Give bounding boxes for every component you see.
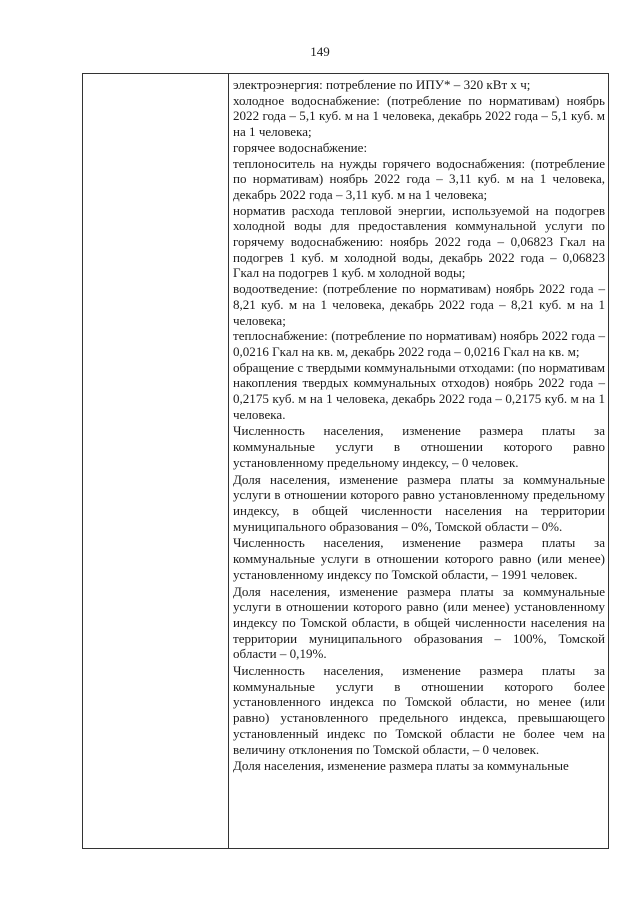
paragraph-solid-waste: обращение с твердыми коммунальными отходами: (по нормативам накопления твердых коммунальных отходов) ноябрь 2022 года – 0,2175 куб. м на 1 человека, декабрь 2022 года – 0,2175 куб. м на 1 человека. <box>233 359 605 422</box>
table-left-cell <box>83 74 228 848</box>
paragraph-hot-water-heading: горячее водоснабжение: <box>233 139 368 155</box>
paragraph-share-regional-index: Доля населения, изменение размера платы за коммунальные услуги в отношении которого равно (или менее) установленному индексу по Томской области, в общей численности населения на территории муниципального образования – 100%, Томской области – 0,19%. <box>233 583 605 662</box>
paragraph-population-above-index: Численность населения, изменение размера платы за коммунальные услуги в отношении которого более установленного индекса по Томской области, но менее (или равно) установленного предельного индекса, превышающего установленный индекс по Томской области не более чем на величину отклонения по Томской области, – 0 человек. <box>233 663 605 757</box>
paragraph-heating: теплоснабжение: (потребление по нормативам) ноябрь 2022 года – 0,0216 Гкал на кв. м, декабрь 2022 года – 0,0216 Гкал на кв. м; <box>233 328 605 359</box>
paragraph-population-regional-index: Численность населения, изменение размера платы за коммунальные услуги в отношении которого равно (или менее) установленному индексу по Томской области, – 1991 человек. <box>233 535 605 582</box>
document-table <box>82 73 609 849</box>
paragraph-share-limit-index: Доля населения, изменение размера платы за коммунальные услуги в отношении которого равно установленному предельному индексу, в общей численности населения на территории муниципального образования – 0%, Томской области – 0%. <box>233 471 605 534</box>
column-divider <box>228 74 229 848</box>
paragraph-cold-water: холодное водоснабжение: (потребление по нормативам) ноябрь 2022 года – 5,1 куб. м на 1 человека, декабрь 2022 года – 5,1 куб. м на 1 человека; <box>233 92 605 140</box>
paragraph-population-limit-index: Численность населения, изменение размера платы за коммунальные услуги в отношении которого равно установленному предельному индексу, – 0 человек. <box>233 423 605 470</box>
paragraph-heat-carrier: теплоноситель на нужды горячего водоснабжения: (потребление по нормативам) ноябрь 2022 года – 3,11 куб. м на 1 человека, декабрь 2022 года – 3,11 куб. м на 1 человека; <box>233 155 605 202</box>
paragraph-heat-energy-norm: норматив расхода тепловой энергии, используемой на подогрев холодной воды для предоставления коммунальной услуги по горячему водоснабжению: ноябрь 2022 года – 0,06823 Гкал на подогрев 1 куб. м холодной воды, декабрь 2022 года – 0,06823 Гкал на подогрев 1 куб. м холодной воды; <box>233 202 605 281</box>
paragraph-drainage: водоотведение: (потребление по нормативам) ноябрь 2022 года – 8,21 куб. м на 1 человека, декабрь 2022 года – 8,21 куб. м на 1 человека; <box>233 281 605 328</box>
paragraph-electricity: электроэнергия: потребление по ИПУ* – 320 кВт х ч; <box>233 77 531 92</box>
page-number: 149 <box>310 44 330 59</box>
paragraph-share-above-index: Доля населения, изменение размера платы за коммунальные <box>233 758 569 774</box>
table-right-cell <box>233 77 605 774</box>
